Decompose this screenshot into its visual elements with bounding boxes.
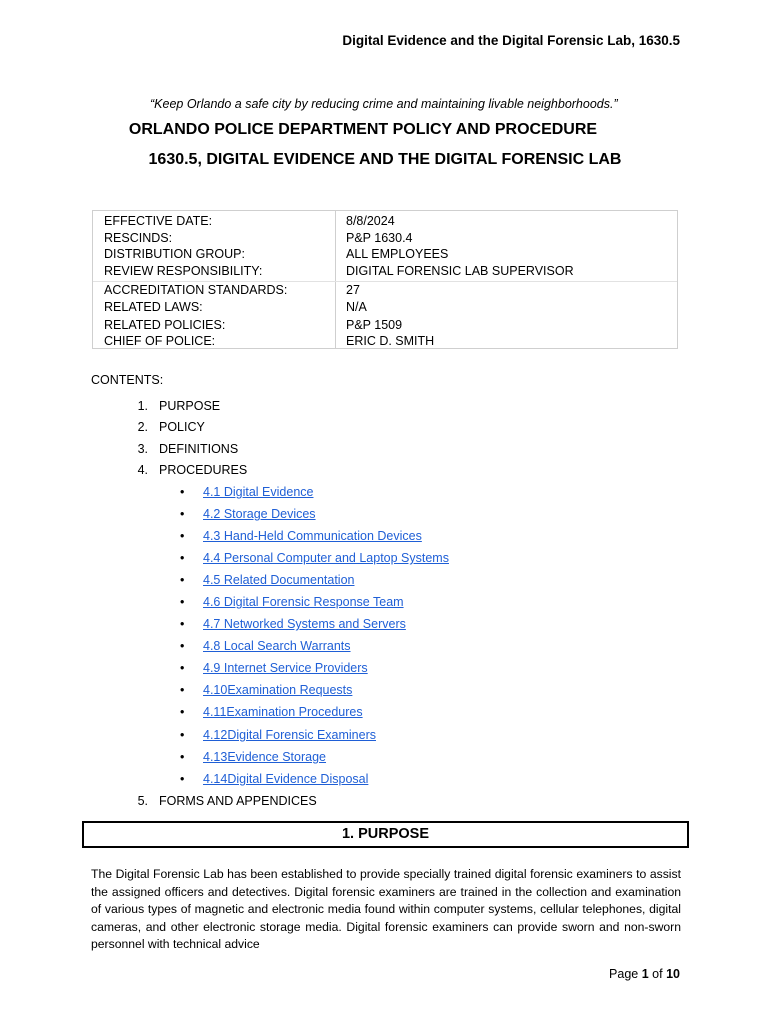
procedure-link-item bbox=[180, 661, 368, 675]
meta-label: RELATED POLICIES: bbox=[104, 318, 226, 332]
bullet-icon: • bbox=[180, 683, 185, 697]
procedure-link-item bbox=[180, 485, 313, 499]
meta-label: DISTRIBUTION GROUP: bbox=[104, 247, 245, 261]
procedure-link[interactable]: 4.5 Related Documentation bbox=[203, 573, 355, 587]
meta-label: RESCINDS: bbox=[104, 231, 173, 245]
meta-label: ACCREDITATION STANDARDS: bbox=[104, 283, 288, 297]
contents-heading: CONTENTS: bbox=[91, 373, 164, 387]
contents-item-label: POLICY bbox=[159, 420, 205, 434]
procedure-link[interactable]: 4.14Digital Evidence Disposal bbox=[203, 772, 369, 786]
metadata-value-column bbox=[335, 211, 677, 348]
contents-item-number: 4. bbox=[137, 463, 148, 477]
procedure-link-item bbox=[180, 595, 404, 609]
meta-value: N/A bbox=[346, 300, 367, 314]
procedure-link[interactable]: 4.12Digital Forensic Examiners bbox=[203, 728, 376, 742]
procedure-link-item bbox=[180, 529, 422, 543]
procedure-link[interactable]: 4.11Examination Procedures bbox=[203, 705, 363, 719]
procedure-link-item bbox=[180, 728, 376, 742]
contents-item-number: 2. bbox=[137, 420, 148, 434]
of-word: of bbox=[652, 967, 663, 981]
procedure-link-item bbox=[180, 772, 368, 786]
current-page: 1 bbox=[641, 967, 649, 981]
meta-value: 8/8/2024 bbox=[346, 214, 395, 228]
bullet-icon: • bbox=[180, 573, 185, 587]
contents-item-label: PURPOSE bbox=[159, 399, 221, 413]
bullet-icon: • bbox=[180, 728, 185, 742]
bullet-icon: • bbox=[180, 551, 185, 565]
procedure-link[interactable]: 4.9 Internet Service Providers bbox=[203, 661, 368, 675]
purpose-section-heading: 1. PURPOSE bbox=[82, 821, 689, 848]
procedure-link-item bbox=[180, 705, 363, 719]
purpose-paragraph: The Digital Forensic Lab has been established to provide specially trained digital forensic examiners to assist the assigned officers and detectives. Digital forensic examiners are trained in the collection and examination of various types of magnetic and electronic media found within computer systems, cellular telephones, digital cameras, and other electronic storage media. Digital forensic examiners can provide sworn and non-sworn personnel with technical advice bbox=[91, 867, 681, 952]
policy-metadata-table bbox=[92, 210, 678, 349]
total-pages: 10 bbox=[666, 967, 680, 981]
document-title: ORLANDO POLICE DEPARTMENT POLICY AND PROCEDURE bbox=[128, 121, 598, 138]
bullet-icon: • bbox=[180, 750, 185, 764]
metadata-label-column bbox=[93, 211, 336, 348]
procedure-link[interactable]: 4.13Evidence Storage bbox=[203, 750, 327, 764]
procedure-link-item bbox=[180, 551, 449, 565]
procedure-link[interactable]: 4.7 Networked Systems and Servers bbox=[203, 617, 406, 631]
meta-value: ERIC D. SMITH bbox=[346, 334, 435, 348]
contents-item-label: FORMS AND APPENDICES bbox=[159, 794, 317, 808]
bullet-icon: • bbox=[180, 595, 185, 609]
procedure-link-item bbox=[180, 507, 316, 521]
bullet-icon: • bbox=[180, 705, 185, 719]
department-motto: “Keep Orlando a safe city by reducing crime and maintaining livable neighborhoods.” bbox=[150, 97, 618, 111]
bullet-icon: • bbox=[180, 507, 185, 521]
procedure-link-item bbox=[180, 750, 326, 764]
meta-value: ALL EMPLOYEES bbox=[346, 247, 449, 261]
procedure-link[interactable]: 4.1 Digital Evidence bbox=[203, 485, 314, 499]
page-number bbox=[609, 967, 680, 981]
meta-label: CHIEF OF POLICE: bbox=[104, 334, 216, 348]
meta-value: P&P 1509 bbox=[346, 318, 403, 332]
contents-item-label: PROCEDURES bbox=[159, 463, 248, 477]
contents-item-label: DEFINITIONS bbox=[159, 442, 239, 456]
bullet-icon: • bbox=[180, 661, 185, 675]
procedure-link-item bbox=[180, 639, 351, 653]
meta-label: RELATED LAWS: bbox=[104, 300, 203, 314]
meta-label: EFFECTIVE DATE: bbox=[104, 214, 213, 228]
procedure-link[interactable]: 4.8 Local Search Warrants bbox=[203, 639, 351, 653]
meta-value: 27 bbox=[346, 283, 360, 297]
procedure-link-item bbox=[180, 683, 352, 697]
bullet-icon: • bbox=[180, 639, 185, 653]
procedure-link[interactable]: 4.10Examination Requests bbox=[203, 683, 353, 697]
contents-item-number: 1. bbox=[137, 399, 148, 413]
meta-value: P&P 1630.4 bbox=[346, 231, 413, 245]
contents-item-number: 3. bbox=[137, 442, 148, 456]
meta-label: REVIEW RESPONSIBILITY: bbox=[104, 264, 263, 278]
meta-value: DIGITAL FORENSIC LAB SUPERVISOR bbox=[346, 264, 574, 278]
bullet-icon: • bbox=[180, 617, 185, 631]
procedure-link-item bbox=[180, 573, 354, 587]
procedure-link[interactable]: 4.2 Storage Devices bbox=[203, 507, 316, 521]
bullet-icon: • bbox=[180, 772, 185, 786]
procedure-link[interactable]: 4.4 Personal Computer and Laptop Systems bbox=[203, 551, 449, 565]
metadata-divider bbox=[93, 281, 677, 282]
contents-item-number: 5. bbox=[137, 794, 148, 808]
procedure-link[interactable]: 4.6 Digital Forensic Response Team bbox=[203, 595, 404, 609]
procedure-link[interactable]: 4.3 Hand-Held Communication Devices bbox=[203, 529, 422, 543]
running-header: Digital Evidence and the Digital Forensic Lab, 1630.5 bbox=[342, 33, 680, 48]
document-subtitle: 1630.5, DIGITAL EVIDENCE AND THE DIGITAL FORENSIC LAB bbox=[148, 151, 622, 168]
procedure-link-item bbox=[180, 617, 406, 631]
bullet-icon: • bbox=[180, 529, 185, 543]
bullet-icon: • bbox=[180, 485, 185, 499]
page-word: Page bbox=[609, 967, 639, 981]
